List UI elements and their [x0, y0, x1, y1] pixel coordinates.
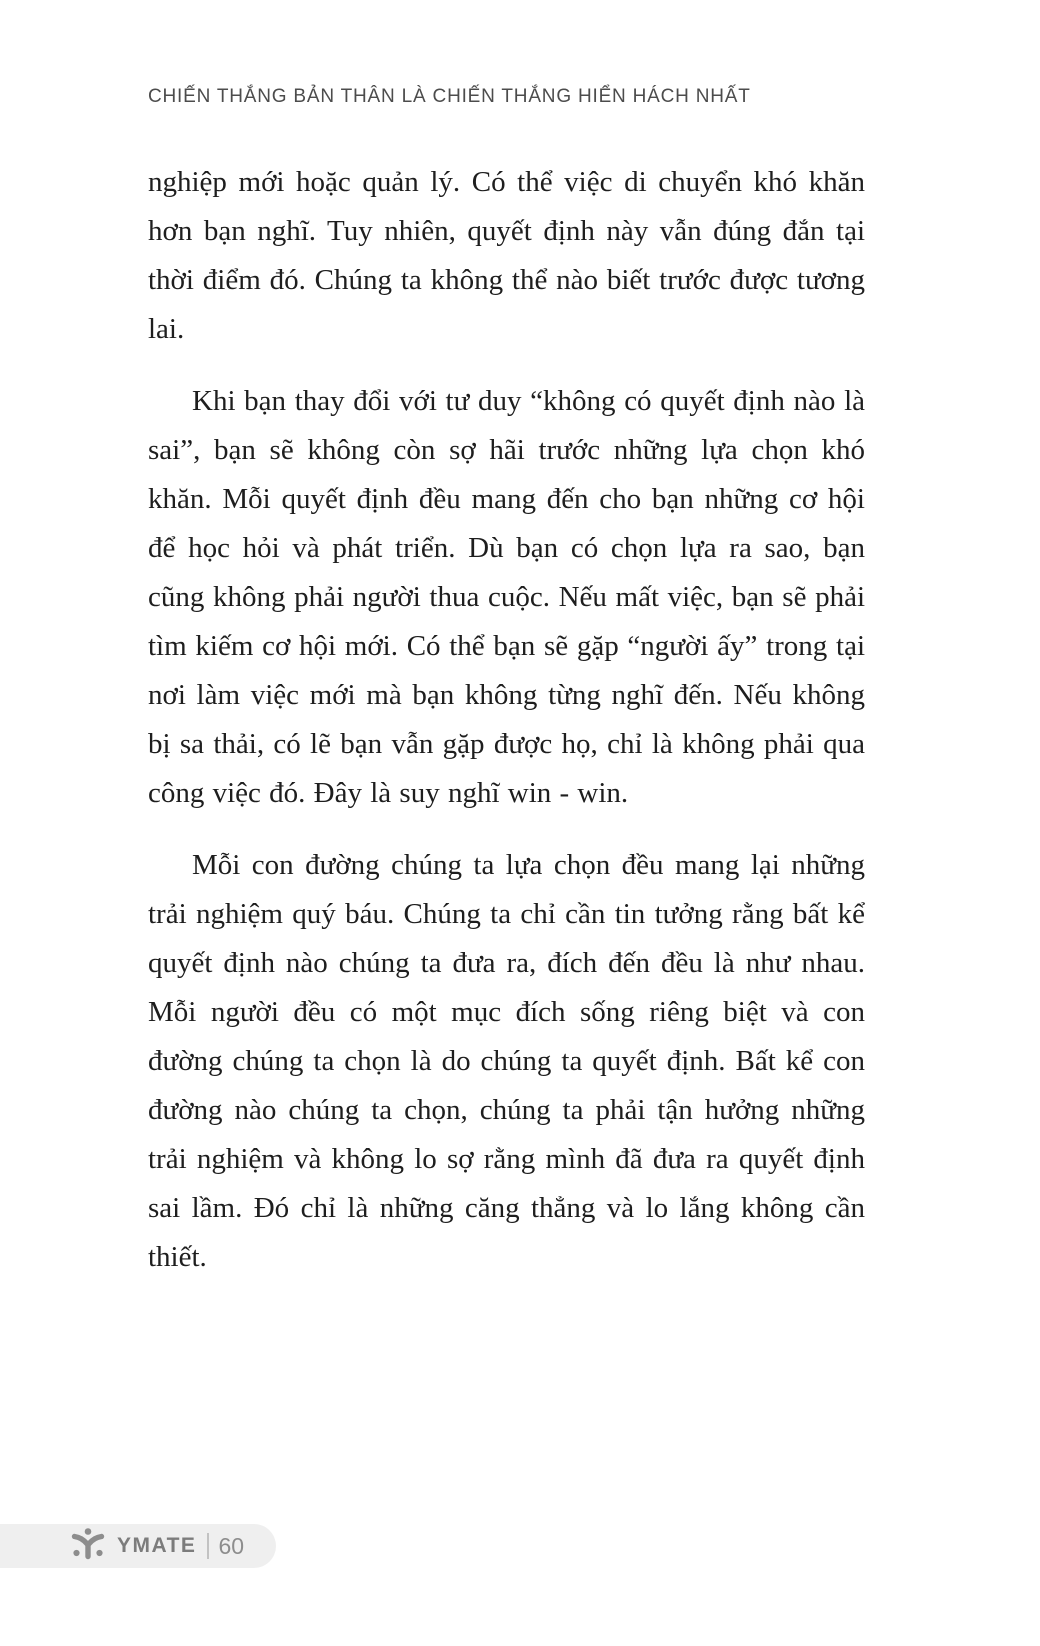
- body-paragraph: nghiệp mới hoặc quản lý. Có thể việc di chuyển khó khăn hơn bạn nghĩ. Tuy nhiên, quyết định này vẫn đúng đắn tại thời điểm đó. Chúng ta không thể nào biết trước được tương lai.: [148, 166, 865, 345]
- body-paragraph: Khi bạn thay đổi với tư duy “không có quyết định nào là sai”, bạn sẽ không còn sợ hãi trước những lựa chọn khó khăn. Mỗi quyết định đều mang đến cho bạn những cơ hội để học hỏi và phát triển. Dù bạn có chọn lựa ra sao, bạn cũng không phải người thua cuộc. Nếu mất việc, bạn sẽ phải tìm kiếm cơ hội mới. Có thể bạn sẽ gặp “người ấy” trong tại nơi làm việc mới mà bạn không từng nghĩ đến. Nếu không bị sa thải, có lẽ bạn vẫn gặp được họ, chỉ là không phải qua công việc đó. Đây là suy nghĩ win - win.: [148, 385, 865, 809]
- footer-divider: [207, 1533, 209, 1559]
- page-body: [148, 158, 865, 1305]
- body-paragraph: Mỗi con đường chúng ta lựa chọn đều mang lại những trải nghiệm quý báu. Chúng ta chỉ cần tin tưởng rằng bất kể quyết định nào chúng ta đưa ra, đích đến đều là như nhau. Mỗi người đều có một mục đích sống riêng biệt và con đường chúng ta chọn là do chúng ta quyết định. Bất kể con đường nào chúng ta chọn, chúng ta phải tận hưởng những trải nghiệm và không lo sợ rằng mình đã đưa ra quyết định sai lầm. Đó chỉ là những căng thẳng và lo lắng không cần thiết.: [148, 849, 865, 1273]
- running-header: CHIẾN THẮNG BẢN THÂN LÀ CHIẾN THẮNG HIỂN HÁCH NHẤT: [148, 86, 751, 107]
- brand-name: YMATE: [117, 1534, 197, 1557]
- ymate-logo-icon: [68, 1526, 108, 1566]
- footer-brand-pill: [0, 1524, 276, 1568]
- page-number: 60: [218, 1532, 245, 1559]
